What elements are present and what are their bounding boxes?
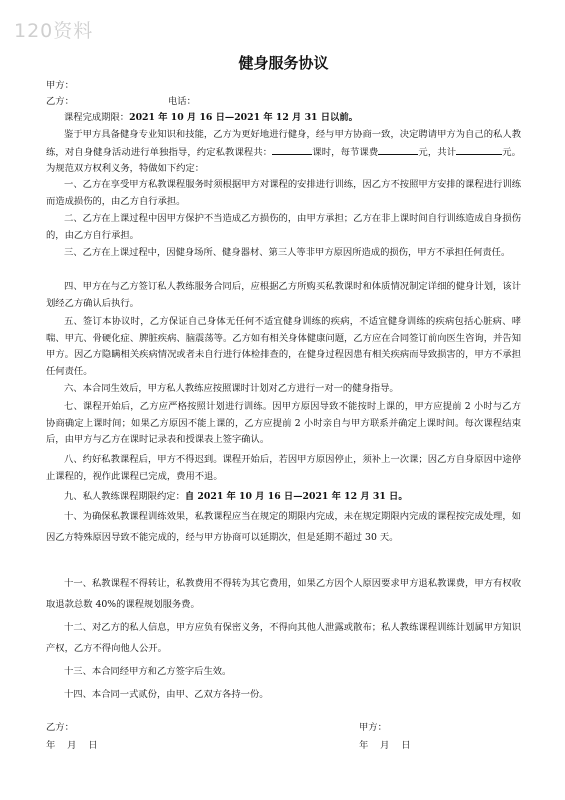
phone-label: 电话： — [168, 96, 196, 107]
clause-12: 十二、对乙方的私人信息，甲方应负有保密义务，不得向其他人泄露或散布；私人教练课程训练计划属甲方知识产权，乙方不得向他人公开。 — [46, 622, 521, 654]
course-period — [64, 112, 358, 124]
clause-3: 三、乙方在上课过程中，因健身场所、健身器材、第三人等非甲方原因所造成的损伤，甲方不承担任何责任。 — [64, 247, 511, 258]
party-b-line — [46, 96, 521, 108]
clause-9-value: 自 2021 年 10 月 16 日—2021 年 12 月 31 日。 — [184, 491, 408, 502]
signature-date-left: 年 月 日 — [46, 740, 98, 751]
intro-text-1: 鉴于甲方具备健身专业知识和技能，乙方为更好地进行健身，经与甲方协商一致，决定聘请甲方为自己的私人教练，对自身健身活动进行单独指导，约定私教课程共： — [46, 129, 521, 158]
intro-text-4: 元。为规范双方权利义务，特做如下约定： — [46, 146, 521, 174]
clause-4: 四、甲方在与乙方签订私人教练服务合同后，应根据乙方所购买私教课时和体质情况制定详细的健身计划，该计划经乙方确认后执行。 — [46, 281, 521, 309]
party-a-line — [46, 80, 74, 92]
clause-5: 五、签订本协议时，乙方保证自己身体无任何不适宜健身训练的疾病，不适宜健身训练的疾病包括心脏病、哮喘、甲亢、骨硬化症、脾脏疾病、脑震荡等。乙方如有相关身体健康问题，乙方应在合同签订前向医生咨询，并告知甲方。因乙方隐瞒相关疾病情况或者未自行进行体检排查的，在健身过程因患有相关疾病而导致损害的，甲方不承担任何责任。 — [46, 316, 521, 377]
document-title: 健身服务协议 — [238, 54, 329, 72]
clause-14: 十四、本合同一式贰份，由甲、乙双方各持一份。 — [64, 689, 269, 700]
course-period-label: 课程完成期限： — [64, 112, 130, 123]
clause-1: 一、乙方在享受甲方私教课程服务时须根据甲方对课程的安排进行训练，因乙方不按照甲方安排的课程进行训练而造成损伤的，由乙方自行承担。 — [46, 179, 521, 207]
clause-11: 十一、私教课程不得转让，私教费用不得转为其它费用，如果乙方因个人原因要求甲方退私教课费，甲方有权收取退款总数 40%的课程规划服务费。 — [46, 578, 521, 610]
intro-text-3: 元，共计 — [418, 146, 457, 158]
total-fee-blank[interactable] — [456, 144, 502, 155]
signature-date-right: 年 月 日 — [359, 740, 411, 751]
party-b-label: 乙方： — [46, 96, 74, 107]
intro-paragraph — [46, 127, 521, 178]
clause-13: 十三、本合同经甲方和乙方签字后生效。 — [64, 666, 232, 677]
course-period-value: 2021 年 10 月 16 日—2021 年 12 月 31 日以前。 — [129, 112, 358, 123]
clause-8: 八、约好私教课程后，甲方不得迟到。课程开始后，若因甲方原因停止，须补上一次课；因乙方自身原因中途停止课程的，视作此课程已完成，费用不退。 — [46, 454, 521, 482]
clause-6: 六、本合同生效后，甲方私人教练应按照课时计划对乙方进行一对一的健身指导。 — [64, 383, 399, 394]
clause-2: 二、乙方在上课过程中因甲方保护不当造成乙方损伤的，由甲方承担；乙方在非上课时间自行训练造成自身损伤的，由乙方自行承担。 — [46, 213, 521, 241]
clause-9-label: 九、私人教练课程期限约定： — [64, 491, 185, 502]
fee-per-session-blank[interactable] — [378, 144, 418, 155]
watermark: 120资料 — [14, 20, 94, 42]
signature-party-b: 乙方： — [46, 722, 74, 733]
intro-text-2: 课时，每节课费 — [312, 146, 379, 158]
clause-10: 十、为确保私教课程训练效果，私教课程应当在规定的期限内完成，未在规定期限内完成的课程按完成处理，如因乙方特殊原因导致不能完成的，经与甲方协商可以延期次，但是延期不超过 30 天。 — [46, 511, 521, 543]
signature-party-a: 甲方： — [359, 722, 387, 733]
clause-9 — [64, 491, 408, 503]
party-a-label: 甲方： — [46, 80, 74, 91]
total-hours-blank[interactable] — [272, 144, 312, 155]
clause-7: 七、课程开始后，乙方应严格按照计划进行训练。因甲方原因导致不能按时上课的，甲方应提前 2 小时与乙方协商确定上课时间；如果乙方原因不能上课的，乙方应提前 2 小时亲自与甲方联系并确定上课时间。每次课程结束后，由甲方与乙方在课时记录表和授课表上签字确认。 — [46, 401, 521, 445]
